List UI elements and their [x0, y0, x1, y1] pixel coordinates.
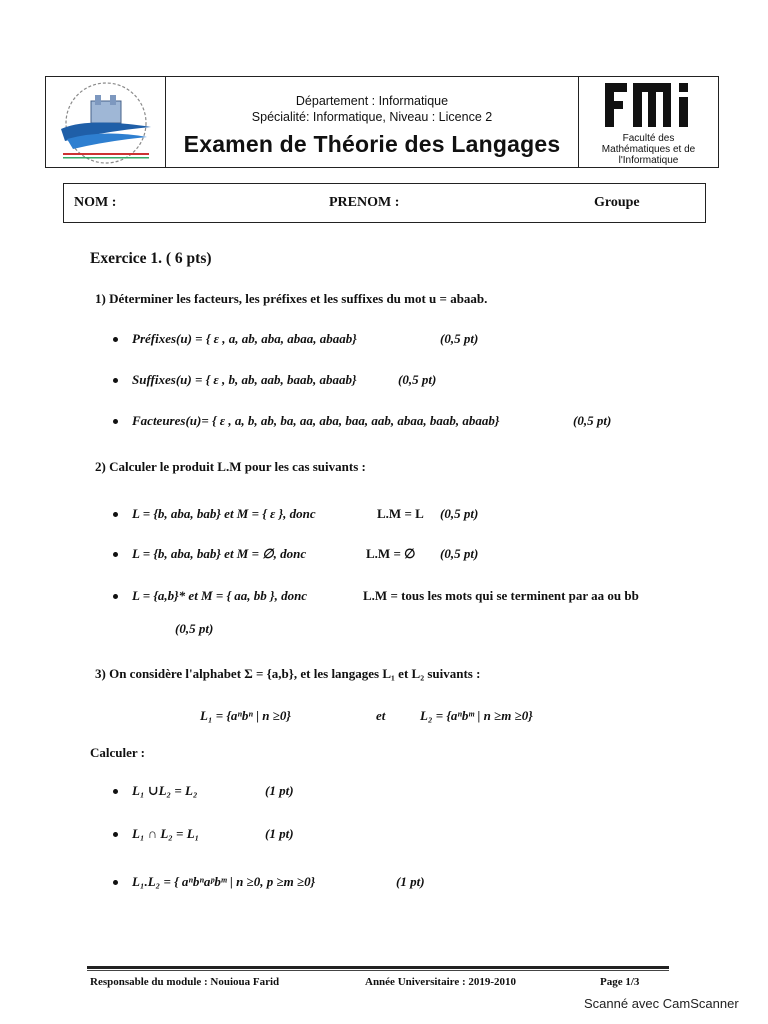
- faculty-line-1: Faculté des: [622, 133, 675, 144]
- case-1: L = {b, aba, bab} et M = { ε }, donc: [132, 506, 316, 521]
- exam-header: [45, 76, 719, 168]
- bullet: [113, 419, 118, 424]
- question-1: 1) Déterminer les facteurs, les préfixes et les suffixes du mot u = abaab.: [95, 291, 488, 306]
- footer-rule: [87, 966, 669, 969]
- prenom-label: PRENOM :: [329, 195, 400, 210]
- et-word: et: [376, 708, 386, 723]
- faculty-line-3: l'Informatique: [618, 155, 679, 166]
- nom-label: NOM :: [74, 195, 117, 210]
- bullet: [113, 512, 118, 517]
- result-union: L₁ ∪L₂ = L₂: [132, 783, 198, 798]
- footer-responsable: Responsable du module : Nouioua Farid: [90, 976, 280, 988]
- header-center: [166, 77, 578, 167]
- facteurs-points: (0,5 pt): [573, 413, 612, 428]
- suffixes-points: (0,5 pt): [398, 372, 437, 387]
- case-2: L = {b, aba, bab} et M = ∅, donc: [132, 546, 307, 561]
- question-3: 3) On considère l'alphabet Σ = {a,b}, et les langages L₁ et L₂ suivants :: [95, 666, 481, 681]
- language-l1: L₁ = {aⁿbⁿ | n ≥0}: [200, 708, 291, 723]
- prefixes-answer: Préfixes(u) = { ε , a, ab, aba, abaa, abaab}: [132, 331, 357, 346]
- university-logo-cell: [46, 77, 166, 167]
- result-union-points: (1 pt): [265, 783, 294, 798]
- department-line: Département : Informatique: [295, 94, 449, 108]
- faculty-logo-cell: [578, 77, 718, 167]
- case-3-points: (0,5 pt): [175, 621, 214, 636]
- bullet: [113, 378, 118, 383]
- case-1-points: (0,5 pt): [440, 506, 479, 521]
- result-product-points: (1 pt): [396, 874, 425, 889]
- bullet: [113, 337, 118, 342]
- case-3-result: L.M = tous les mots qui se terminent par aa ou bb: [363, 588, 639, 603]
- footer-rule-thin: [87, 970, 669, 971]
- question-2: 2) Calculer le produit L.M pour les cas suivants :: [95, 459, 366, 474]
- case-2-points: (0,5 pt): [440, 546, 479, 561]
- groupe-label: Groupe: [594, 195, 640, 210]
- faculty-line-2: Mathématiques et de: [601, 144, 696, 155]
- exercise-title: Exercice 1. ( 6 pts): [90, 250, 212, 267]
- bullet: [113, 552, 118, 557]
- bullet: [113, 789, 118, 794]
- footer-annee: Année Universitaire : 2019-2010: [365, 976, 517, 988]
- specialty-line: Spécialité: Informatique, Niveau : Licence 2: [251, 110, 493, 124]
- suffixes-answer: Suffixes(u) = { ε , b, ab, aab, baab, abaab}: [132, 372, 357, 387]
- result-product: L₁.L₂ = { aⁿbⁿaᵖbᵐ | n ≥0, p ≥m ≥0}: [132, 874, 316, 889]
- bullet: [113, 832, 118, 837]
- result-intersection-points: (1 pt): [265, 826, 294, 841]
- fmi-logo-icon: [603, 81, 693, 129]
- case-1-result: L.M = L: [377, 506, 424, 521]
- faculty-name: [579, 133, 718, 166]
- identity-box: [63, 183, 706, 223]
- facteurs-answer: Facteures(u)= { ε , a, b, ab, ba, aa, aba, baa, aab, abaa, baab, abaab}: [132, 413, 500, 428]
- bullet: [113, 594, 118, 599]
- case-3: L = {a,b}* et M = { aa, bb }, donc: [132, 588, 308, 603]
- language-l2: L₂ = {aⁿbᵐ | n ≥m ≥0}: [420, 708, 533, 723]
- calculer-label: Calculer :: [90, 745, 145, 760]
- footer-page: Page 1/3: [600, 976, 640, 988]
- university-emblem-icon: [47, 79, 165, 167]
- exam-title: Examen de Théorie des Langages: [183, 131, 561, 157]
- prefixes-points: (0,5 pt): [440, 331, 479, 346]
- result-intersection: L₁ ∩ L₂ = L₁: [132, 826, 200, 841]
- camscanner-watermark: Scanné avec CamScanner: [584, 996, 739, 1011]
- bullet: [113, 880, 118, 885]
- case-2-result: L.M = ∅: [366, 546, 416, 561]
